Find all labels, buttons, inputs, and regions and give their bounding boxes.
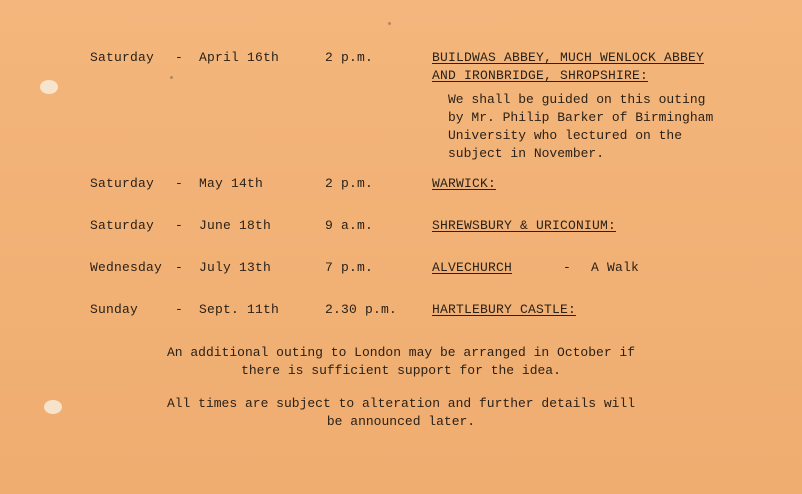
place: HARTLEBURY CASTLE: [432, 302, 577, 317]
description-line: University who lectured on the [448, 128, 683, 143]
time: 9 a.m. [325, 218, 374, 233]
date: April 16th [199, 50, 280, 65]
place-line-2: AND IRONBRIDGE, SHROPSHIRE: [432, 68, 649, 83]
note-line: All times are subject to alteration and further details will [166, 396, 636, 411]
place: SHREWSBURY & URICONIUM: [432, 218, 617, 233]
note-line: there is sufficient support for the idea. [241, 363, 561, 378]
date: May 14th [199, 176, 264, 191]
day: Wednesday [90, 260, 163, 275]
date: June 18th [199, 218, 272, 233]
time: 2 p.m. [325, 176, 374, 191]
paper-speck [170, 76, 173, 79]
place: BUILDWAS ABBEY, MUCH WENLOCK ABBEY [432, 50, 705, 65]
date: July 13th [199, 260, 272, 275]
place: WARWICK: [432, 176, 497, 191]
dash: - [563, 260, 572, 275]
note-line: An additional outing to London may be arranged in October if [166, 345, 636, 360]
paper-speck [388, 22, 391, 25]
day: Saturday [90, 176, 155, 191]
description-line: subject in November. [448, 146, 605, 161]
london-note [0, 344, 802, 380]
description-line: We shall be guided on this outing [448, 92, 706, 107]
times-note [0, 395, 802, 431]
time: 2.30 p.m. [325, 302, 398, 317]
day: Saturday [90, 50, 155, 65]
dash: - [175, 218, 184, 233]
punch-hole-top [40, 80, 58, 94]
date: Sept. 11th [199, 302, 280, 317]
outing-note: A Walk [591, 260, 640, 275]
place: ALVECHURCH [432, 260, 513, 275]
dash: - [175, 50, 184, 65]
outing-description [448, 91, 713, 163]
day: Saturday [90, 218, 155, 233]
description-line: by Mr. Philip Barker of Birmingham [448, 110, 714, 125]
time: 2 p.m. [325, 50, 374, 65]
dash: - [175, 260, 184, 275]
note-line: be announced later. [326, 414, 476, 429]
dash: - [175, 176, 184, 191]
time: 7 p.m. [325, 260, 374, 275]
day: Sunday [90, 302, 139, 317]
dash: - [175, 302, 184, 317]
